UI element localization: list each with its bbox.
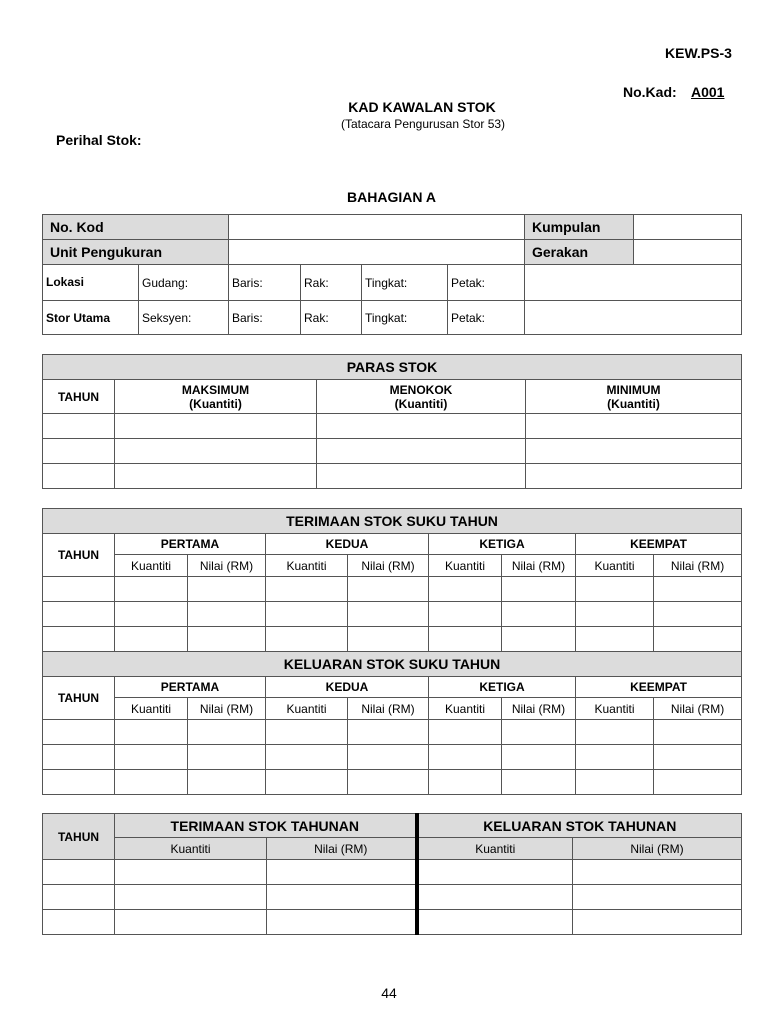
nilai-header: Nilai (RM): [267, 838, 417, 860]
table-cell[interactable]: [417, 860, 573, 885]
table-cell[interactable]: [115, 439, 317, 464]
stor-utama-extra-field[interactable]: [525, 301, 742, 335]
table-cell[interactable]: [502, 577, 576, 602]
table-row: [43, 602, 742, 627]
table-cell[interactable]: [429, 770, 502, 795]
lokasi-stor-pusat-label: [43, 265, 139, 301]
table-cell[interactable]: [43, 439, 115, 464]
table-cell[interactable]: [348, 577, 429, 602]
table-cell[interactable]: [429, 577, 502, 602]
table-cell[interactable]: [654, 602, 742, 627]
paras-stok-table: [42, 354, 742, 489]
no-kod-label: No. Kod: [43, 215, 229, 240]
table-cell[interactable]: [576, 627, 654, 652]
table-cell[interactable]: [266, 602, 348, 627]
keluaran-suku-tahun-title: KELUARAN STOK SUKU TAHUN: [43, 652, 742, 677]
table-row: [43, 439, 742, 464]
minimum-header: [526, 380, 742, 414]
nilai-header: Nilai (RM): [348, 555, 429, 577]
table-cell[interactable]: [266, 770, 348, 795]
menokok-text: MENOKOK: [389, 382, 453, 397]
table-cell[interactable]: [115, 627, 188, 652]
table-cell[interactable]: [576, 602, 654, 627]
table-cell[interactable]: [266, 577, 348, 602]
table-cell[interactable]: [317, 414, 526, 439]
paras-stok-title: PARAS STOK: [43, 355, 742, 380]
table-cell[interactable]: [526, 464, 742, 489]
table-cell[interactable]: [348, 720, 429, 745]
kuantiti-header: Kuantiti: [115, 838, 267, 860]
table-cell[interactable]: [417, 910, 573, 935]
table-cell[interactable]: [115, 602, 188, 627]
table-cell[interactable]: [43, 860, 115, 885]
table-cell[interactable]: [526, 439, 742, 464]
kumpulan-field[interactable]: [634, 215, 742, 240]
kuantiti-header: Kuantiti: [266, 698, 348, 720]
kuantiti-text: (Kuantiti): [607, 396, 660, 411]
table-cell[interactable]: [348, 627, 429, 652]
rak-field[interactable]: Rak:: [301, 301, 362, 335]
table-cell[interactable]: [576, 577, 654, 602]
tahun-header: TAHUN: [43, 677, 115, 720]
terimaan-tahunan-title: TERIMAAN STOK TAHUNAN: [115, 814, 417, 838]
table-cell[interactable]: [43, 885, 115, 910]
section-a-title: BAHAGIAN A: [347, 189, 436, 205]
seksyen-field[interactable]: Seksyen:: [139, 301, 229, 335]
table-cell[interactable]: [502, 770, 576, 795]
terimaan-suku-tahun-title: TERIMAAN STOK SUKU TAHUN: [43, 509, 742, 534]
table-cell[interactable]: [267, 910, 417, 935]
no-kod-field[interactable]: [229, 215, 525, 240]
form-subtitle: (Tatacara Pengurusan Stor 53): [340, 117, 506, 131]
tahun-header: TAHUN: [43, 380, 115, 414]
table-cell[interactable]: [502, 745, 576, 770]
table-cell[interactable]: [115, 464, 317, 489]
tingkat-field[interactable]: Tingkat:: [362, 265, 448, 301]
section-a-table: [42, 214, 742, 335]
nilai-header: Nilai (RM): [502, 698, 576, 720]
kuantiti-text: (Kuantiti): [189, 396, 242, 411]
table-cell[interactable]: [188, 577, 266, 602]
table-cell[interactable]: [573, 910, 742, 935]
table-cell[interactable]: [43, 770, 115, 795]
gerakan-field[interactable]: [634, 240, 742, 265]
table-cell[interactable]: [429, 720, 502, 745]
gudang-field[interactable]: Gudang:: [139, 265, 229, 301]
baris-field[interactable]: Baris:: [229, 265, 301, 301]
keempat-header: KEEMPAT: [576, 534, 742, 555]
table-cell[interactable]: [43, 602, 115, 627]
table-cell[interactable]: [115, 720, 188, 745]
perihal-stok-label: Perihal Stok:: [56, 132, 142, 148]
kuantiti-header: Kuantiti: [429, 698, 502, 720]
kuantiti-header: Kuantiti: [576, 698, 654, 720]
kuantiti-text: (Kuantiti): [394, 396, 448, 411]
table-cell[interactable]: [115, 577, 188, 602]
table-cell[interactable]: [502, 602, 576, 627]
page-number: 44: [381, 985, 397, 1001]
nilai-header: Nilai (RM): [654, 555, 742, 577]
kuantiti-header: Kuantiti: [576, 555, 654, 577]
table-cell[interactable]: [43, 720, 115, 745]
table-cell[interactable]: [43, 627, 115, 652]
table-cell[interactable]: [317, 439, 526, 464]
table-cell[interactable]: [417, 885, 573, 910]
minimum-text: MINIMUM: [606, 382, 661, 397]
kuantiti-header: Kuantiti: [266, 555, 348, 577]
tingkat-field[interactable]: Tingkat:: [362, 301, 448, 335]
table-row: [43, 720, 742, 745]
table-cell[interactable]: [526, 414, 742, 439]
ketiga-header: KETIGA: [429, 677, 576, 698]
nilai-header: Nilai (RM): [654, 698, 742, 720]
table-cell[interactable]: [317, 464, 526, 489]
table-row: [43, 464, 742, 489]
kedua-header: KEDUA: [266, 534, 429, 555]
card-number-value: A001: [691, 84, 725, 100]
table-cell[interactable]: [573, 885, 742, 910]
table-cell[interactable]: [266, 720, 348, 745]
table-cell[interactable]: [188, 770, 266, 795]
table-cell[interactable]: [429, 745, 502, 770]
table-cell[interactable]: [429, 602, 502, 627]
table-cell[interactable]: [576, 770, 654, 795]
table-row: [43, 885, 742, 910]
pertama-header: PERTAMA: [115, 677, 266, 698]
table-row: [43, 860, 742, 885]
table-cell[interactable]: [654, 745, 742, 770]
tahun-header: TAHUN: [43, 534, 115, 577]
table-row: [43, 627, 742, 652]
card-number-label: No.Kad:: [623, 84, 677, 100]
table-cell[interactable]: [576, 720, 654, 745]
keempat-header: KEEMPAT: [576, 677, 742, 698]
kuantiti-header: Kuantiti: [417, 838, 573, 860]
kuantiti-header: Kuantiti: [429, 555, 502, 577]
table-cell[interactable]: [267, 860, 417, 885]
pertama-header: PERTAMA: [115, 534, 266, 555]
annual-stock-table: [42, 813, 742, 935]
table-cell[interactable]: [654, 627, 742, 652]
table-cell[interactable]: [654, 577, 742, 602]
table-row: [43, 577, 742, 602]
table-cell[interactable]: [43, 414, 115, 439]
table-cell[interactable]: [43, 464, 115, 489]
table-cell[interactable]: [43, 910, 115, 935]
table-cell[interactable]: [502, 720, 576, 745]
table-cell[interactable]: [502, 627, 576, 652]
unit-pengukuran-label: Unit Pengukuran: [43, 240, 229, 265]
table-cell[interactable]: [43, 745, 115, 770]
lokasi-extra-field[interactable]: [525, 265, 742, 301]
nilai-header: Nilai (RM): [573, 838, 742, 860]
table-cell[interactable]: [573, 860, 742, 885]
table-cell[interactable]: [654, 770, 742, 795]
table-cell[interactable]: [429, 627, 502, 652]
keluaran-tahunan-title: KELUARAN STOK TAHUNAN: [417, 814, 742, 838]
table-cell[interactable]: [348, 602, 429, 627]
nilai-header: Nilai (RM): [188, 698, 266, 720]
table-cell[interactable]: [115, 745, 188, 770]
form-code: KEW.PS-3: [665, 45, 732, 61]
table-row: [43, 770, 742, 795]
table-cell[interactable]: [115, 770, 188, 795]
table-cell[interactable]: [188, 627, 266, 652]
tahun-header: TAHUN: [43, 814, 115, 860]
table-cell[interactable]: [115, 860, 267, 885]
gerakan-label: Gerakan: [525, 240, 634, 265]
maksimum-header: [115, 380, 317, 414]
table-row: [43, 414, 742, 439]
table-cell[interactable]: [188, 745, 266, 770]
unit-pengukuran-field[interactable]: [229, 240, 525, 265]
maksimum-text: MAKSIMUM: [181, 382, 250, 397]
petak-field[interactable]: Petak:: [448, 265, 525, 301]
table-row: [43, 910, 742, 935]
menokok-header: [317, 380, 526, 414]
table-row: [43, 745, 742, 770]
table-cell[interactable]: [188, 720, 266, 745]
table-cell[interactable]: [266, 745, 348, 770]
form-title: KAD KAWALAN STOK: [348, 99, 496, 115]
kuantiti-header: Kuantiti: [115, 555, 188, 577]
ketiga-header: KETIGA: [429, 534, 576, 555]
table-cell[interactable]: [115, 414, 317, 439]
rak-field[interactable]: Rak:: [301, 265, 362, 301]
table-cell[interactable]: [43, 577, 115, 602]
table-cell[interactable]: [115, 910, 267, 935]
kumpulan-label: Kumpulan: [525, 215, 634, 240]
baris-field[interactable]: Baris:: [229, 301, 301, 335]
table-cell[interactable]: [348, 770, 429, 795]
table-cell[interactable]: [188, 602, 266, 627]
nilai-header: Nilai (RM): [502, 555, 576, 577]
table-cell[interactable]: [266, 627, 348, 652]
table-cell[interactable]: [267, 885, 417, 910]
lokasi-text: Lokasi: [46, 275, 85, 289]
table-cell[interactable]: [348, 745, 429, 770]
kedua-header: KEDUA: [266, 677, 429, 698]
table-cell[interactable]: [115, 885, 267, 910]
kuantiti-header: Kuantiti: [115, 698, 188, 720]
table-cell[interactable]: [654, 720, 742, 745]
petak-field[interactable]: Petak:: [448, 301, 525, 335]
nilai-header: Nilai (RM): [188, 555, 266, 577]
quarterly-stock-table: [42, 508, 742, 795]
stor-utama-label: Stor Utama: [43, 301, 139, 335]
nilai-header: Nilai (RM): [348, 698, 429, 720]
table-cell[interactable]: [576, 745, 654, 770]
